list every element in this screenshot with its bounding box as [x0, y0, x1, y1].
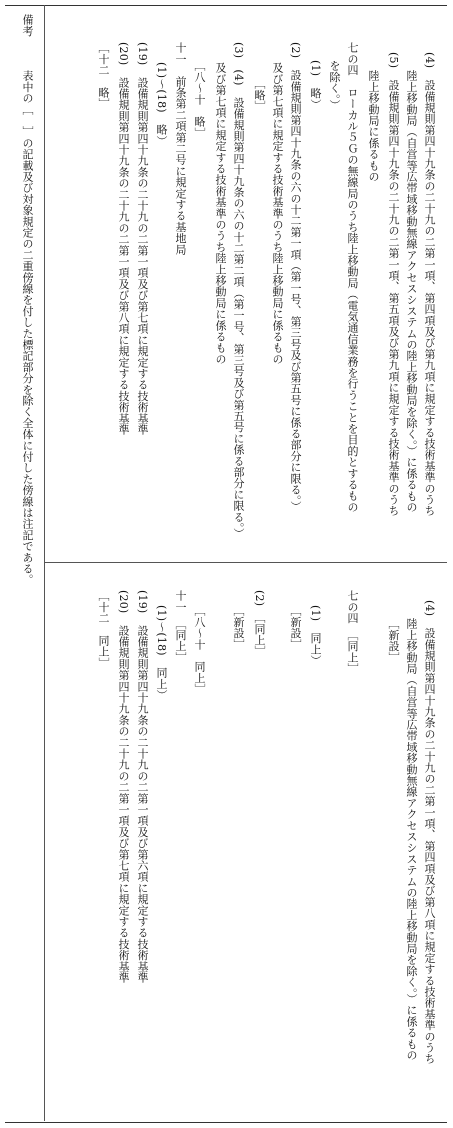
bikou-text: 表中の［ ］の記載及び対象規定の二重傍線を付した標記部分を除く全体に付した傍線は注記である。: [21, 70, 34, 586]
new-line-1: (4) 設備規則第四十九条の二十九の二第一項、第四項及び第九項に規定する技術基準のうち: [423, 52, 436, 517]
new-old-divider: [44, 562, 447, 563]
new-line-10: ［略］: [253, 78, 266, 112]
old-line-8: ［新設］: [232, 605, 245, 650]
old-line-12: (19) 設備規則第四十九条の二十九の二第一項及び第六項に規定する技術基準: [136, 590, 149, 983]
new-line-3: (5) 設備規則第四十九条の二十九の二第一項、第五項及び第九項に規定する技術基準のうち: [387, 52, 400, 517]
new-line-11: (3) (4) 設備規則第四十九条の六の十二第二項（第一号、第三号及び第五号に係る部分に限る。）: [232, 42, 245, 540]
new-line-12: 及び第七項に規定する技術基準のうち陸上移動局に係るもの: [214, 62, 227, 365]
new-line-17: (20) 設備規則第四十九条の二十九の二第一項及び第八項に規定する技術基準: [117, 42, 130, 435]
old-line-7: (2) ［同上］: [253, 590, 266, 657]
old-line-4: 七の四 ［同上］: [346, 590, 359, 675]
old-line-3: ［新設］: [387, 618, 400, 663]
new-line-16: (19) 設備規則第四十九条の二十九の二第一項及び第七項に規定する技術基準: [136, 42, 149, 435]
old-line-2: 陸上移動局（自営等広帯域移動無線アクセスシステムの陸上移動局を除く。）に係るもの: [405, 618, 418, 1061]
new-line-8: (2) 設備規則第四十九条の六の十二第一項（第一号、第三号及び第五号に係る部分に限る。）: [289, 42, 302, 512]
old-line-5: (1) 同上）: [309, 605, 322, 666]
new-line-14: 十一 前条第二項第二号に規定する基地局: [174, 42, 187, 255]
old-line-13: (20) 設備規則第四十九条の二十九の二第一項及び第七項に規定する技術基準: [117, 590, 130, 983]
old-line-14: ［十二 同上］: [97, 590, 110, 669]
bikou-divider: [44, 5, 45, 1121]
new-line-2: 陸上移動局（自営等広帯域移動無線アクセスシステムの陸上移動局を除く。）に係るもの: [405, 70, 418, 513]
new-line-13: ［八～十 略］: [193, 60, 206, 139]
old-line-11: (1)～(18) 同上）: [155, 605, 168, 701]
new-line-18: ［十二 略］: [97, 42, 110, 110]
new-line-4: 陸上移動局に係るもの: [367, 70, 380, 182]
old-line-6: ［新設］: [289, 605, 302, 650]
old-line-1: (4) 設備規則第四十九条の二十九の二第一項、第四項及び第八項に規定する技術基準のうち: [423, 600, 436, 1065]
new-line-15: (1)～(18) 略）: [155, 62, 168, 147]
new-line-7: (1) 略）: [309, 60, 322, 110]
new-line-6: を除く。）: [328, 60, 341, 111]
new-line-9: 及び第七項に規定する技術基準のうち陸上移動局に係るもの: [271, 62, 284, 365]
new-line-5: 七の四 ローカル５Ｇの無線局のうち陸上移動局（電気通信業務を行うことを目的とするもの: [346, 42, 359, 513]
old-line-9: ［八～十 同上］: [193, 605, 206, 695]
old-line-10: 十一 ［同上］: [174, 590, 187, 663]
bikou-label: 備考: [21, 14, 34, 37]
